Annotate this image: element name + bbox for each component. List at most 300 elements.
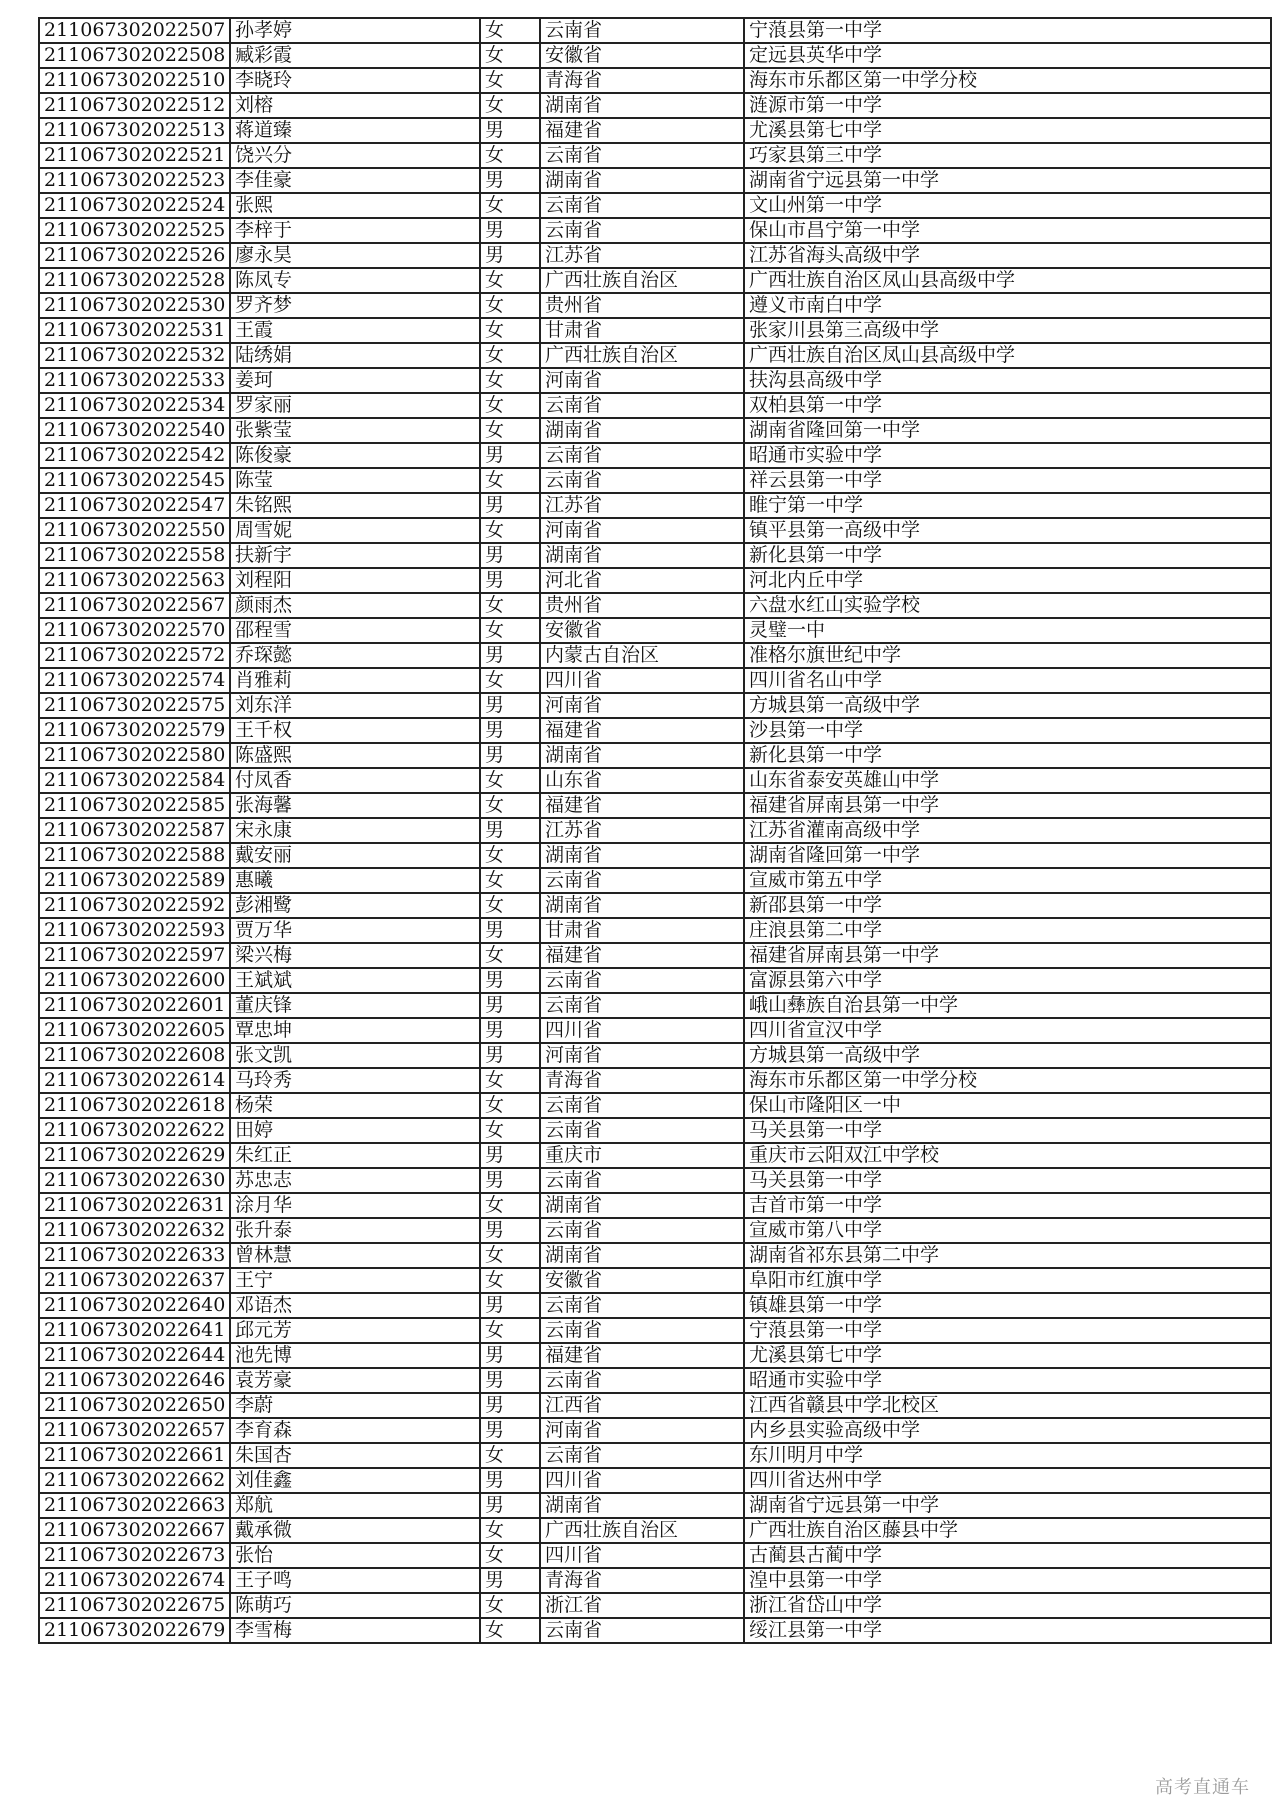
exam-id-cell: 211067302022550 [39,518,230,543]
name-cell: 刘榕 [230,93,480,118]
name-cell: 陈莹 [230,468,480,493]
name-cell: 王斌斌 [230,968,480,993]
exam-id-cell: 211067302022567 [39,593,230,618]
school-cell: 江苏省海头高级中学 [744,243,1271,268]
table-row [39,718,1271,743]
school-cell: 富源县第六中学 [744,968,1271,993]
table-row [39,668,1271,693]
school-cell: 新化县第一中学 [744,543,1271,568]
school-cell: 湖南省隆回第一中学 [744,843,1271,868]
province-cell: 青海省 [540,68,744,93]
table-row [39,1568,1271,1593]
exam-id-cell: 211067302022631 [39,1193,230,1218]
province-cell: 河南省 [540,518,744,543]
name-cell: 肖雅莉 [230,668,480,693]
gender-cell: 女 [480,943,540,968]
gender-cell: 男 [480,218,540,243]
school-cell: 宣威市第五中学 [744,868,1271,893]
gender-cell: 女 [480,293,540,318]
exam-id-cell: 211067302022547 [39,493,230,518]
gender-cell: 男 [480,1568,540,1593]
gender-cell: 女 [480,618,540,643]
province-cell: 湖南省 [540,843,744,868]
school-cell: 湟中县第一中学 [744,1568,1271,1593]
exam-id-cell: 211067302022526 [39,243,230,268]
name-cell: 张海馨 [230,793,480,818]
gender-cell: 男 [480,1143,540,1168]
exam-id-cell: 211067302022679 [39,1618,230,1643]
school-cell: 镇平县第一高级中学 [744,518,1271,543]
school-cell: 沙县第一中学 [744,718,1271,743]
province-cell: 广西壮族自治区 [540,1518,744,1543]
table-row [39,1143,1271,1168]
province-cell: 湖南省 [540,1243,744,1268]
school-cell: 湖南省宁远县第一中学 [744,1493,1271,1518]
table-row [39,18,1271,43]
gender-cell: 男 [480,443,540,468]
gender-cell: 女 [480,368,540,393]
name-cell: 刘程阳 [230,568,480,593]
gender-cell: 女 [480,1543,540,1568]
exam-id-cell: 211067302022530 [39,293,230,318]
exam-id-cell: 211067302022637 [39,1268,230,1293]
name-cell: 陈盛熙 [230,743,480,768]
school-cell: 保山市昌宁第一中学 [744,218,1271,243]
gender-cell: 女 [480,793,540,818]
exam-id-cell: 211067302022661 [39,1443,230,1468]
province-cell: 内蒙古自治区 [540,643,744,668]
school-cell: 定远县英华中学 [744,43,1271,68]
province-cell: 云南省 [540,18,744,43]
province-cell: 青海省 [540,1568,744,1593]
gender-cell: 女 [480,43,540,68]
exam-id-cell: 211067302022630 [39,1168,230,1193]
gender-cell: 女 [480,1618,540,1643]
name-cell: 彭湘鹭 [230,893,480,918]
gender-cell: 女 [480,1593,540,1618]
table-row [39,1218,1271,1243]
school-cell: 方城县第一高级中学 [744,1043,1271,1068]
exam-id-cell: 211067302022510 [39,68,230,93]
exam-id-cell: 211067302022580 [39,743,230,768]
province-cell: 云南省 [540,1443,744,1468]
province-cell: 江苏省 [540,493,744,518]
gender-cell: 女 [480,518,540,543]
exam-id-cell: 211067302022674 [39,1568,230,1593]
name-cell: 田婷 [230,1118,480,1143]
gender-cell: 男 [480,1043,540,1068]
school-cell: 东川明月中学 [744,1443,1271,1468]
table-row [39,518,1271,543]
province-cell: 河北省 [540,568,744,593]
name-cell: 廖永昊 [230,243,480,268]
gender-cell: 女 [480,593,540,618]
province-cell: 四川省 [540,1543,744,1568]
province-cell: 湖南省 [540,543,744,568]
school-cell: 睢宁第一中学 [744,493,1271,518]
table-row [39,793,1271,818]
school-cell: 阜阳市红旗中学 [744,1268,1271,1293]
gender-cell: 女 [480,668,540,693]
province-cell: 四川省 [540,1018,744,1043]
gender-cell: 男 [480,168,540,193]
name-cell: 饶兴分 [230,143,480,168]
gender-cell: 男 [480,968,540,993]
province-cell: 湖南省 [540,168,744,193]
province-cell: 湖南省 [540,743,744,768]
exam-id-cell: 211067302022675 [39,1593,230,1618]
province-cell: 青海省 [540,1068,744,1093]
gender-cell: 男 [480,493,540,518]
exam-id-cell: 211067302022673 [39,1543,230,1568]
exam-id-cell: 211067302022533 [39,368,230,393]
name-cell: 刘东洋 [230,693,480,718]
table-row [39,1493,1271,1518]
gender-cell: 男 [480,918,540,943]
school-cell: 马关县第一中学 [744,1168,1271,1193]
school-cell: 宣威市第八中学 [744,1218,1271,1243]
gender-cell: 男 [480,243,540,268]
table-row [39,193,1271,218]
province-cell: 湖南省 [540,893,744,918]
gender-cell: 女 [480,1518,540,1543]
school-cell: 准格尔旗世纪中学 [744,643,1271,668]
school-cell: 海东市乐都区第一中学分校 [744,68,1271,93]
exam-id-cell: 211067302022600 [39,968,230,993]
name-cell: 袁芳豪 [230,1368,480,1393]
exam-id-cell: 211067302022575 [39,693,230,718]
province-cell: 云南省 [540,1218,744,1243]
gender-cell: 男 [480,718,540,743]
table-row [39,143,1271,168]
table-row [39,1018,1271,1043]
name-cell: 邵程雪 [230,618,480,643]
exam-id-cell: 211067302022585 [39,793,230,818]
exam-id-cell: 211067302022629 [39,1143,230,1168]
gender-cell: 女 [480,93,540,118]
province-cell: 福建省 [540,718,744,743]
exam-id-cell: 211067302022512 [39,93,230,118]
name-cell: 刘佳鑫 [230,1468,480,1493]
name-cell: 邱元芳 [230,1318,480,1343]
table-row [39,568,1271,593]
exam-id-cell: 211067302022524 [39,193,230,218]
table-row [39,68,1271,93]
province-cell: 河南省 [540,1043,744,1068]
exam-id-cell: 211067302022531 [39,318,230,343]
exam-id-cell: 211067302022618 [39,1093,230,1118]
name-cell: 郑航 [230,1493,480,1518]
exam-id-cell: 211067302022632 [39,1218,230,1243]
table-row [39,368,1271,393]
province-cell: 湖南省 [540,418,744,443]
province-cell: 重庆市 [540,1143,744,1168]
school-cell: 江西省赣县中学北校区 [744,1393,1271,1418]
table-row [39,768,1271,793]
name-cell: 朱红正 [230,1143,480,1168]
name-cell: 张熙 [230,193,480,218]
school-cell: 六盘水红山实验学校 [744,593,1271,618]
exam-id-cell: 211067302022667 [39,1518,230,1543]
exam-id-cell: 211067302022558 [39,543,230,568]
name-cell: 王子鸣 [230,1568,480,1593]
name-cell: 池先博 [230,1343,480,1368]
exam-id-cell: 211067302022513 [39,118,230,143]
name-cell: 张升泰 [230,1218,480,1243]
gender-cell: 女 [480,193,540,218]
province-cell: 广西壮族自治区 [540,343,744,368]
name-cell: 杨荣 [230,1093,480,1118]
exam-id-cell: 211067302022593 [39,918,230,943]
gender-cell: 女 [480,1093,540,1118]
exam-id-cell: 211067302022521 [39,143,230,168]
gender-cell: 女 [480,318,540,343]
school-cell: 祥云县第一中学 [744,468,1271,493]
gender-cell: 男 [480,1418,540,1443]
province-cell: 云南省 [540,1618,744,1643]
province-cell: 福建省 [540,793,744,818]
exam-id-cell: 211067302022622 [39,1118,230,1143]
province-cell: 甘肃省 [540,918,744,943]
table-row [39,168,1271,193]
table-row [39,493,1271,518]
province-cell: 云南省 [540,468,744,493]
exam-id-cell: 211067302022572 [39,643,230,668]
province-cell: 四川省 [540,1468,744,1493]
province-cell: 安徽省 [540,1268,744,1293]
table-row [39,1543,1271,1568]
exam-id-cell: 211067302022563 [39,568,230,593]
exam-id-cell: 211067302022601 [39,993,230,1018]
name-cell: 覃忠坤 [230,1018,480,1043]
watermark: 高考直通车 [1155,1777,1250,1798]
school-cell: 昭通市实验中学 [744,443,1271,468]
province-cell: 湖南省 [540,1493,744,1518]
name-cell: 陈俊豪 [230,443,480,468]
school-cell: 双柏县第一中学 [744,393,1271,418]
table-row [39,618,1271,643]
table-row [39,1043,1271,1068]
gender-cell: 女 [480,418,540,443]
table-row [39,1168,1271,1193]
name-cell: 王霞 [230,318,480,343]
table-row [39,443,1271,468]
name-cell: 陆绣娟 [230,343,480,368]
province-cell: 江西省 [540,1393,744,1418]
gender-cell: 男 [480,118,540,143]
table-row [39,1093,1271,1118]
school-cell: 四川省名山中学 [744,668,1271,693]
name-cell: 李育森 [230,1418,480,1443]
name-cell: 戴承微 [230,1518,480,1543]
exam-id-cell: 211067302022605 [39,1018,230,1043]
exam-id-cell: 211067302022633 [39,1243,230,1268]
table-row [39,218,1271,243]
province-cell: 云南省 [540,443,744,468]
gender-cell: 男 [480,1018,540,1043]
province-cell: 云南省 [540,1168,744,1193]
gender-cell: 女 [480,843,540,868]
name-cell: 李雪梅 [230,1618,480,1643]
name-cell: 付凤香 [230,768,480,793]
school-cell: 遵义市南白中学 [744,293,1271,318]
exam-id-cell: 211067302022592 [39,893,230,918]
student-table-body [39,18,1271,1643]
province-cell: 四川省 [540,668,744,693]
table-row [39,743,1271,768]
name-cell: 李蔚 [230,1393,480,1418]
school-cell: 海东市乐都区第一中学分校 [744,1068,1271,1093]
province-cell: 云南省 [540,968,744,993]
gender-cell: 女 [480,893,540,918]
name-cell: 李佳豪 [230,168,480,193]
name-cell: 马玲秀 [230,1068,480,1093]
exam-id-cell: 211067302022542 [39,443,230,468]
name-cell: 张紫莹 [230,418,480,443]
school-cell: 广西壮族自治区凤山县高级中学 [744,268,1271,293]
province-cell: 甘肃省 [540,318,744,343]
exam-id-cell: 211067302022508 [39,43,230,68]
gender-cell: 女 [480,1243,540,1268]
exam-id-cell: 211067302022579 [39,718,230,743]
table-row [39,543,1271,568]
gender-cell: 女 [480,1068,540,1093]
school-cell: 涟源市第一中学 [744,93,1271,118]
exam-id-cell: 211067302022641 [39,1318,230,1343]
province-cell: 云南省 [540,993,744,1018]
province-cell: 山东省 [540,768,744,793]
school-cell: 四川省宣汉中学 [744,1018,1271,1043]
table-row [39,268,1271,293]
exam-id-cell: 211067302022587 [39,818,230,843]
province-cell: 河南省 [540,1418,744,1443]
school-cell: 扶沟县高级中学 [744,368,1271,393]
province-cell: 浙江省 [540,1593,744,1618]
name-cell: 李晓玲 [230,68,480,93]
gender-cell: 女 [480,1318,540,1343]
exam-id-cell: 211067302022545 [39,468,230,493]
province-cell: 江苏省 [540,818,744,843]
exam-id-cell: 211067302022584 [39,768,230,793]
gender-cell: 女 [480,343,540,368]
table-row [39,468,1271,493]
name-cell: 董庆锋 [230,993,480,1018]
gender-cell: 女 [480,268,540,293]
gender-cell: 男 [480,643,540,668]
school-cell: 福建省屏南县第一中学 [744,943,1271,968]
table-row [39,318,1271,343]
school-cell: 方城县第一高级中学 [744,693,1271,718]
name-cell: 邓语杰 [230,1293,480,1318]
school-cell: 马关县第一中学 [744,1118,1271,1143]
gender-cell: 男 [480,1168,540,1193]
table-row [39,343,1271,368]
table-row [39,693,1271,718]
gender-cell: 女 [480,18,540,43]
school-cell: 广西壮族自治区藤县中学 [744,1518,1271,1543]
name-cell: 梁兴梅 [230,943,480,968]
school-cell: 昭通市实验中学 [744,1368,1271,1393]
province-cell: 江苏省 [540,243,744,268]
gender-cell: 男 [480,693,540,718]
table-row [39,1468,1271,1493]
table-row [39,93,1271,118]
school-cell: 重庆市云阳双江中学校 [744,1143,1271,1168]
student-list-sheet [38,17,1257,1644]
student-table [38,17,1272,1644]
table-row [39,893,1271,918]
province-cell: 云南省 [540,143,744,168]
exam-id-cell: 211067302022570 [39,618,230,643]
province-cell: 河南省 [540,368,744,393]
name-cell: 苏忠志 [230,1168,480,1193]
table-row [39,243,1271,268]
table-row [39,1393,1271,1418]
name-cell: 乔琛懿 [230,643,480,668]
table-row [39,868,1271,893]
exam-id-cell: 211067302022608 [39,1043,230,1068]
gender-cell: 女 [480,143,540,168]
school-cell: 灵璧一中 [744,618,1271,643]
school-cell: 尤溪县第七中学 [744,1343,1271,1368]
school-cell: 湖南省隆回第一中学 [744,418,1271,443]
name-cell: 惠曦 [230,868,480,893]
table-row [39,1193,1271,1218]
province-cell: 云南省 [540,218,744,243]
gender-cell: 男 [480,1393,540,1418]
table-row [39,1318,1271,1343]
name-cell: 周雪妮 [230,518,480,543]
gender-cell: 男 [480,743,540,768]
table-row [39,393,1271,418]
table-row [39,1118,1271,1143]
province-cell: 云南省 [540,1293,744,1318]
school-cell: 浙江省岱山中学 [744,1593,1271,1618]
gender-cell: 女 [480,1443,540,1468]
name-cell: 罗齐梦 [230,293,480,318]
province-cell: 湖南省 [540,1193,744,1218]
name-cell: 涂月华 [230,1193,480,1218]
school-cell: 吉首市第一中学 [744,1193,1271,1218]
school-cell: 湖南省宁远县第一中学 [744,168,1271,193]
name-cell: 蒋道臻 [230,118,480,143]
province-cell: 福建省 [540,118,744,143]
gender-cell: 男 [480,1468,540,1493]
exam-id-cell: 211067302022662 [39,1468,230,1493]
table-row [39,1518,1271,1543]
table-row [39,1618,1271,1643]
school-cell: 宁蒗县第一中学 [744,18,1271,43]
school-cell: 新邵县第一中学 [744,893,1271,918]
exam-id-cell: 211067302022663 [39,1493,230,1518]
school-cell: 文山州第一中学 [744,193,1271,218]
exam-id-cell: 211067302022597 [39,943,230,968]
province-cell: 云南省 [540,1368,744,1393]
exam-id-cell: 211067302022528 [39,268,230,293]
exam-id-cell: 211067302022574 [39,668,230,693]
name-cell: 扶新宇 [230,543,480,568]
province-cell: 福建省 [540,1343,744,1368]
name-cell: 朱国杏 [230,1443,480,1468]
gender-cell: 男 [480,1293,540,1318]
table-row [39,1368,1271,1393]
table-row [39,43,1271,68]
province-cell: 安徽省 [540,43,744,68]
name-cell: 陈萌巧 [230,1593,480,1618]
exam-id-cell: 211067302022507 [39,18,230,43]
table-row [39,593,1271,618]
exam-id-cell: 211067302022540 [39,418,230,443]
